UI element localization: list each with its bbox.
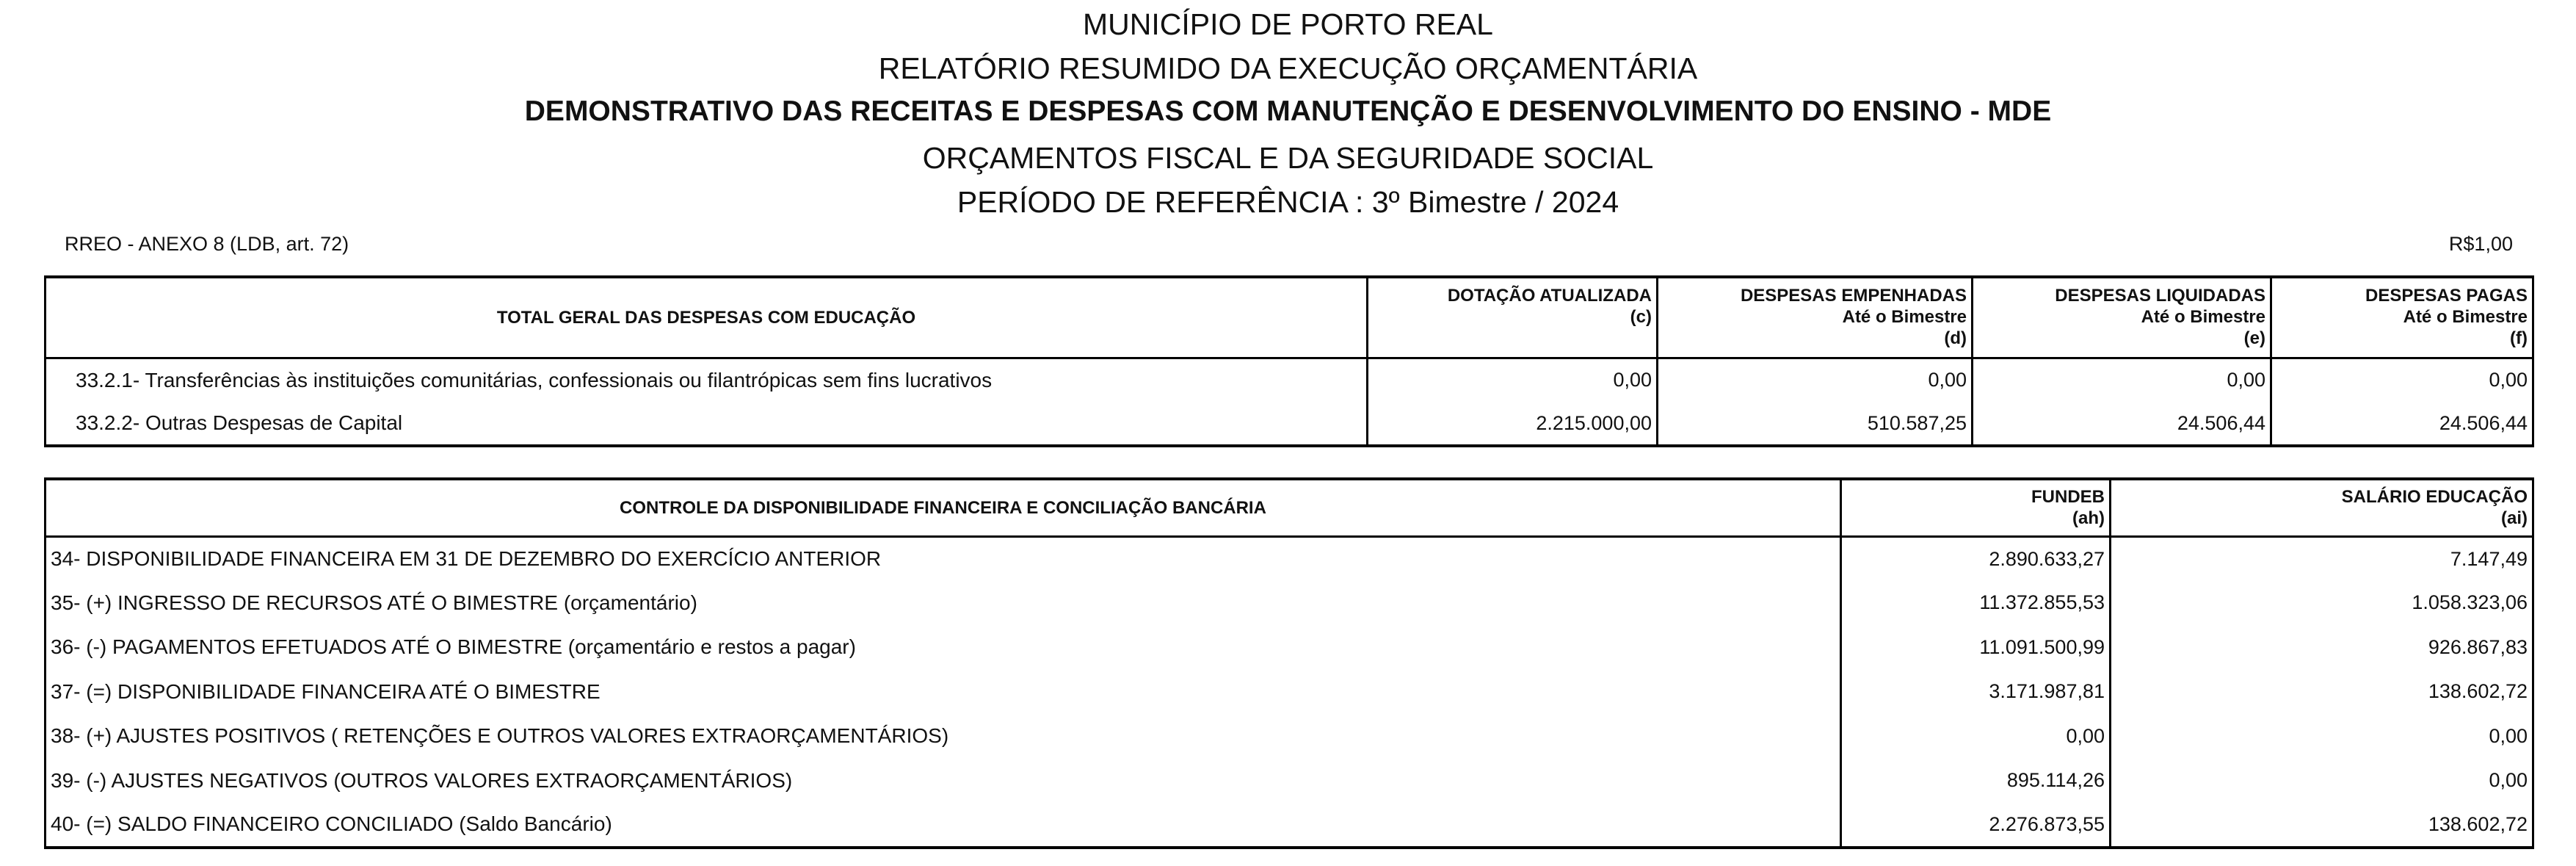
table-header-row: [46, 479, 2533, 536]
salario-educacao-value: 926.867,83: [2111, 625, 2533, 670]
column-title: SALÁRIO EDUCAÇÃO: [2341, 487, 2528, 507]
row-label: 37- (=) DISPONIBILIDADE FINANCEIRA ATÉ O BIMESTRE: [46, 670, 1841, 715]
column-title: DOTAÇÃO ATUALIZADA: [1447, 286, 1652, 306]
empenhadas-value: 0,00: [1658, 358, 1973, 402]
column-title: DESPESAS EMPENHADAS: [1740, 286, 1967, 306]
row-label: 33.2.1- Transferências às instituições comunitárias, confessionais ou filantrópicas sem fins lucrativos: [46, 358, 1368, 402]
fundeb-value: 2.890.633,27: [1841, 536, 2111, 581]
column-code: (d): [1944, 328, 1967, 348]
column-subtitle: Até o Bimestre: [2141, 307, 2265, 327]
column-header-empenhadas: [1658, 277, 1973, 358]
table-row: [46, 803, 2533, 848]
column-subtitle: Até o Bimestre: [2403, 307, 2528, 327]
salario-educacao-value: 138.602,72: [2111, 670, 2533, 715]
pagas-value: 24.506,44: [2271, 402, 2533, 446]
column-header-salario-educacao: [2111, 479, 2533, 536]
fundeb-value: 11.091.500,99: [1841, 625, 2111, 670]
municipality-title: MUNICÍPIO DE PORTO REAL: [1083, 7, 1493, 41]
column-code: (ah): [2072, 508, 2105, 528]
dotacao-value: 0,00: [1368, 358, 1658, 402]
liquidadas-value: 0,00: [1973, 358, 2271, 402]
annex-label: RREO - ANEXO 8 (LDB, art. 72): [65, 233, 349, 255]
table-row: [46, 759, 2533, 804]
fundeb-value: 3.171.987,81: [1841, 670, 2111, 715]
salario-educacao-value: 1.058.323,06: [2111, 581, 2533, 626]
column-title: TOTAL GERAL DAS DESPESAS COM EDUCAÇÃO: [496, 307, 916, 328]
fundeb-value: 2.276.873,55: [1841, 803, 2111, 848]
column-header-liquidadas: [1973, 277, 2271, 358]
row-label: 40- (=) SALDO FINANCEIRO CONCILIADO (Saldo Bancário): [46, 803, 1841, 848]
row-label: 36- (-) PAGAMENTOS EFETUADOS ATÉ O BIMESTRE (orçamentário e restos a pagar): [46, 625, 1841, 670]
salario-educacao-value: 138.602,72: [2111, 803, 2533, 848]
column-header-dotacao: [1368, 277, 1658, 358]
liquidadas-value: 24.506,44: [1973, 402, 2271, 446]
column-header-control: [46, 479, 1841, 536]
column-code: (e): [2243, 328, 2265, 348]
row-label: 38- (+) AJUSTES POSITIVOS ( RETENÇÕES E OUTROS VALORES EXTRAORÇAMENTÁRIOS): [46, 714, 1841, 759]
fundeb-value: 11.372.855,53: [1841, 581, 2111, 626]
row-label: 39- (-) AJUSTES NEGATIVOS (OUTROS VALORES EXTRAORÇAMENTÁRIOS): [46, 759, 1841, 804]
table-row: [46, 402, 2533, 446]
column-title: DESPESAS LIQUIDADAS: [2055, 286, 2265, 306]
table-row: [46, 536, 2533, 581]
column-header-description: [46, 277, 1368, 358]
table-row: [46, 714, 2533, 759]
salario-educacao-value: 0,00: [2111, 759, 2533, 804]
column-code: (f): [2510, 328, 2528, 348]
table-row: [46, 670, 2533, 715]
salario-educacao-value: 7.147,49: [2111, 536, 2533, 581]
row-label: 34- DISPONIBILIDADE FINANCEIRA EM 31 DE DEZEMBRO DO EXERCÍCIO ANTERIOR: [46, 536, 1841, 581]
financial-availability-table: [44, 477, 2534, 849]
table-header-row: [46, 277, 2533, 358]
column-header-fundeb: [1841, 479, 2111, 536]
row-label: 35- (+) INGRESSO DE RECURSOS ATÉ O BIMESTRE (orçamentário): [46, 581, 1841, 626]
fundeb-value: 895.114,26: [1841, 759, 2111, 804]
fundeb-value: 0,00: [1841, 714, 2111, 759]
salario-educacao-value: 0,00: [2111, 714, 2533, 759]
table-row: [46, 581, 2533, 626]
table-row: [46, 358, 2533, 402]
dotacao-value: 2.215.000,00: [1368, 402, 1658, 446]
column-subtitle: Até o Bimestre: [1842, 307, 1967, 327]
column-code: (ai): [2501, 508, 2528, 528]
education-expenses-table: [44, 275, 2534, 447]
column-title: CONTROLE DA DISPONIBILIDADE FINANCEIRA E CONCILIAÇÃO BANCÁRIA: [620, 497, 1266, 518]
report-title: RELATÓRIO RESUMIDO DA EXECUÇÃO ORÇAMENTÁRIA: [878, 51, 1698, 85]
currency-unit: R$1,00: [2448, 233, 2513, 255]
column-header-pagas: [2271, 277, 2533, 358]
pagas-value: 0,00: [2271, 358, 2533, 402]
empenhadas-value: 510.587,25: [1658, 402, 1973, 446]
statement-title: DEMONSTRATIVO DAS RECEITAS E DESPESAS COM MANUTENÇÃO E DESENVOLVIMENTO DO ENSINO - MDE: [524, 95, 2052, 127]
column-code: (c): [1630, 307, 1652, 327]
column-title: DESPESAS PAGAS: [2365, 286, 2528, 306]
table-row: [46, 625, 2533, 670]
reference-period: PERÍODO DE REFERÊNCIA : 3º Bimestre / 2024: [957, 185, 1619, 219]
row-label: 33.2.2- Outras Despesas de Capital: [46, 402, 1368, 446]
budget-scope: ORÇAMENTOS FISCAL E DA SEGURIDADE SOCIAL: [922, 141, 1654, 175]
column-title: FUNDEB: [2031, 487, 2105, 507]
